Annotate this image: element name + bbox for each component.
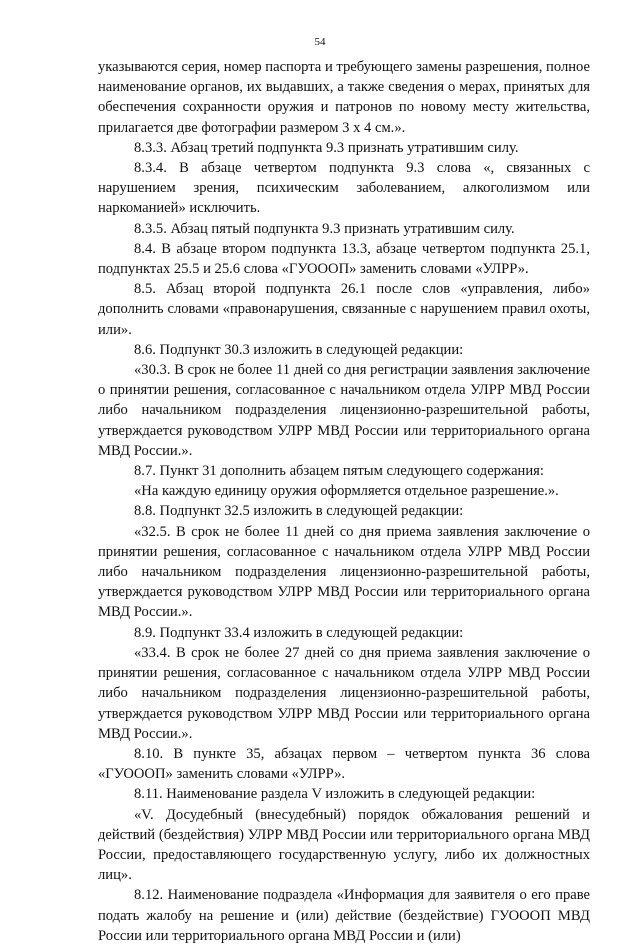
paragraph: 8.3.4. В абзаце четвертом подпункта 9.3 слова «, связанных с нарушением зрения, психическим заболеванием, алкоголизмом или наркоманией» исключить.	[98, 160, 590, 217]
paragraph: «30.3. В срок не более 11 дней со дня регистрации заявления заключение о принятии решения, согласованное с начальником отдела УЛРР МВД России либо начальником подразделения лицензионно-разрешительной работы, утверждается руководством УЛРР МВД России или территориального органа МВД России.».	[98, 362, 590, 459]
paragraph: 8.7. Пункт 31 дополнить абзацем пятым следующего содержания:	[134, 463, 544, 480]
paragraph: «На каждую единицу оружия оформляется отдельное разрешение.».	[134, 483, 559, 500]
paragraph: «V. Досудебный (внесудебный) порядок обжалования решений и действий (бездействия) УЛРР МВД России или территориального органа МВД России, предоставляющего государственную услугу, либо их должностных лиц».	[98, 806, 590, 884]
paragraph: 8.5. Абзац второй подпункта 26.1 после слов «управления, либо» дополнить словами «правонарушения, связанные с нарушением правил охоты, или».	[98, 281, 590, 338]
paragraph: указываются серия, номер паспорта и требующего замены разрешения, полное наименование органов, их выдавших, а также сведения о мерах, принятых для обеспечения сохранности оружия и патронов по новому месту жительства, прилагается две фотографии размером 3 х 4 см.».	[98, 59, 590, 136]
paragraph: 8.8. Подпункт 32.5 изложить в следующей редакции:	[134, 503, 464, 520]
paragraph: 8.3.5. Абзац пятый подпункта 9.3 признать утратившим силу.	[134, 220, 515, 237]
paragraph: 8.6. Подпункт 30.3 изложить в следующей редакции:	[134, 341, 464, 358]
paragraph: 8.11. Наименование раздела V изложить в следующей редакции:	[134, 786, 536, 803]
paragraph: 8.3.3. Абзац третий подпункта 9.3 признать утратившим силу.	[134, 139, 519, 156]
paragraph: 8.9. Подпункт 33.4 изложить в следующей редакции:	[134, 624, 464, 641]
paragraph: «32.5. В срок не более 11 дней со дня приема заявления заключение о принятии решения, согласованное с начальником отдела УЛРР МВД России либо начальником подразделения лицензионно-разрешительной работы, утверждается руководством УЛРР МВД России или территориального органа МВД России.».	[98, 523, 590, 621]
paragraph: «33.4. В срок не более 27 дней со дня приема заявления заключение о принятии решения, согласованное с начальником отдела УЛРР МВД России либо начальником подразделения лицензионно-разрешительной работы, утверждается руководством УЛРР МВД России или территориального органа МВД России.».	[98, 644, 590, 742]
paragraph: 8.4. В абзаце втором подпункта 13.3, абзаце четвертом подпункта 25.1, подпунктах 25.5 и 25.6 слова «ГУОООП» заменить словами «УЛРР».	[98, 240, 590, 278]
paragraph: 8.12. Наименование подраздела «Информация для заявителя о его праве подать жалобу на решение и (или) действие (бездействие) ГУОООП МВД России или территориального органа МВД России и (или)	[98, 887, 590, 944]
document-body	[98, 57, 590, 946]
paragraph: 8.10. В пункте 35, абзацах первом – четвертом пункта 36 слова «ГУОООП» заменить словами «УЛРР».	[98, 745, 590, 783]
page-number: 54	[314, 36, 326, 48]
